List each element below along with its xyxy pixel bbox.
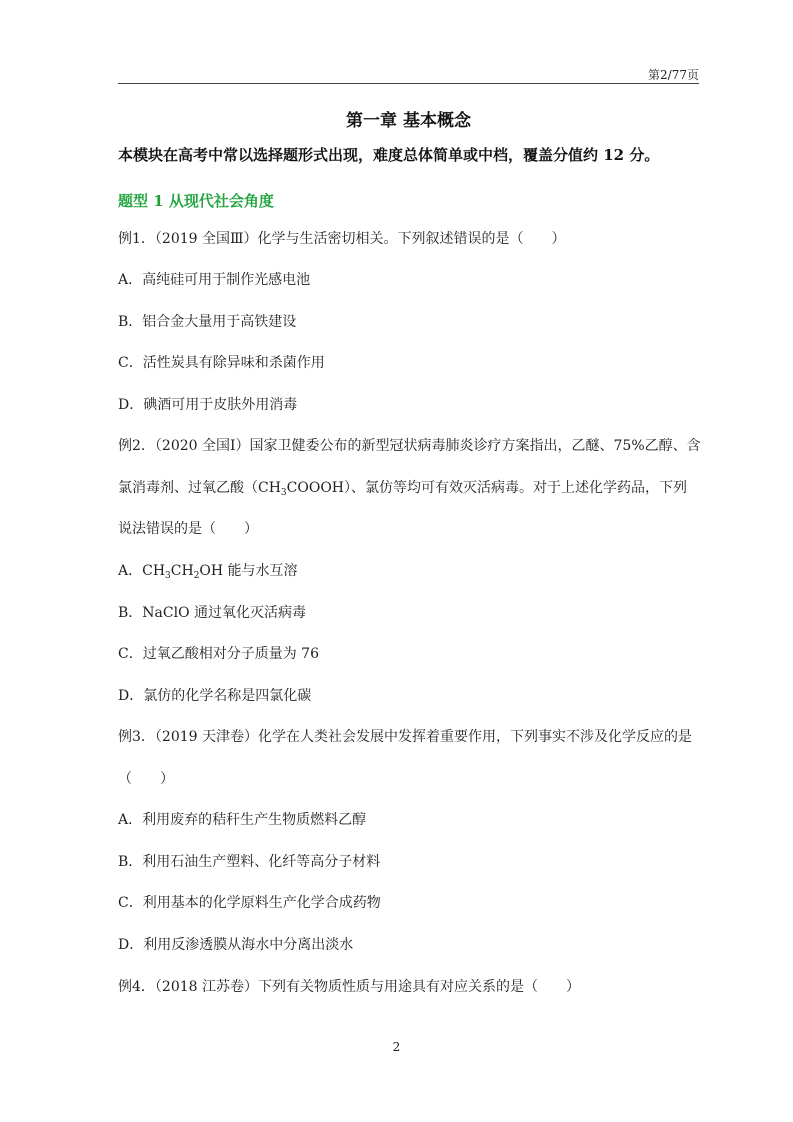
question-3-stem-line-2: （ ）	[118, 771, 174, 787]
question-1-option-c: C．活性炭具有除异味和杀菌作用	[118, 355, 325, 371]
question-2-option-d: D．氯仿的化学名称是四氯化碳	[118, 688, 312, 704]
question-1-option-b: B．铝合金大量用于高铁建设	[118, 314, 297, 330]
header-divider	[118, 83, 699, 84]
question-3-option-b: B．利用石油生产塑料、化纤等高分子材料	[118, 854, 381, 870]
question-3-option-a: A．利用废弃的秸秆生产生物质燃料乙醇	[118, 812, 367, 828]
question-1-stem: 例1．（2019 全国Ⅲ）化学与生活密切相关。下列叙述错误的是（ ）	[118, 231, 566, 247]
chapter-title: 第一章 基本概念	[346, 111, 471, 131]
question-1-option-d: D．碘酒可用于皮肤外用消毒	[118, 397, 298, 413]
question-3-option-c: C．利用基本的化学原料生产化学合成药物	[118, 895, 381, 911]
section-title: 题型 1 从现代社会角度	[118, 192, 274, 210]
question-2-option-a: A．$CH_3CH_2OH$ 能与水互溶	[118, 563, 298, 581]
page-indicator: 第2/77页	[648, 68, 699, 82]
question-4-stem: 例4．（2018 江苏卷）下列有关物质性质与用途具有对应关系的是（ ）	[118, 979, 580, 995]
question-2-option-b: B．NaClO 通过氧化灭活病毒	[118, 605, 307, 621]
question-3-option-d: D．利用反渗透膜从海水中分离出淡水	[118, 937, 354, 953]
question-2-stem-line-2: 氯消毒剂、过氧乙酸$(CH_3COOOH)$、氯仿等均可有效灭活病毒。对于上述化学药品，下列	[118, 480, 688, 498]
module-intro: 本模块在高考中常以选择题形式出现，难度总体简单或中档，覆盖分值约 12 分。	[118, 146, 660, 164]
question-3-stem-line-1: 例3．（2019 天津卷）化学在人类社会发展中发挥着重要作用，下列事实不涉及化学反应的是	[118, 729, 692, 745]
question-2-stem-line-1: 例2．（2020 全国Ⅰ）国家卫健委公布的新型冠状病毒肺炎诊疗方案指出，乙醚、75%乙醇、含	[118, 438, 701, 454]
question-2-stem-line-3: 说法错误的是（ ）	[118, 521, 258, 537]
question-2-option-c: C．过氧乙酸相对分子质量为 76	[118, 646, 319, 662]
page-number: 2	[392, 1040, 401, 1054]
question-1-option-a: A．高纯硅可用于制作光感电池	[118, 272, 311, 288]
